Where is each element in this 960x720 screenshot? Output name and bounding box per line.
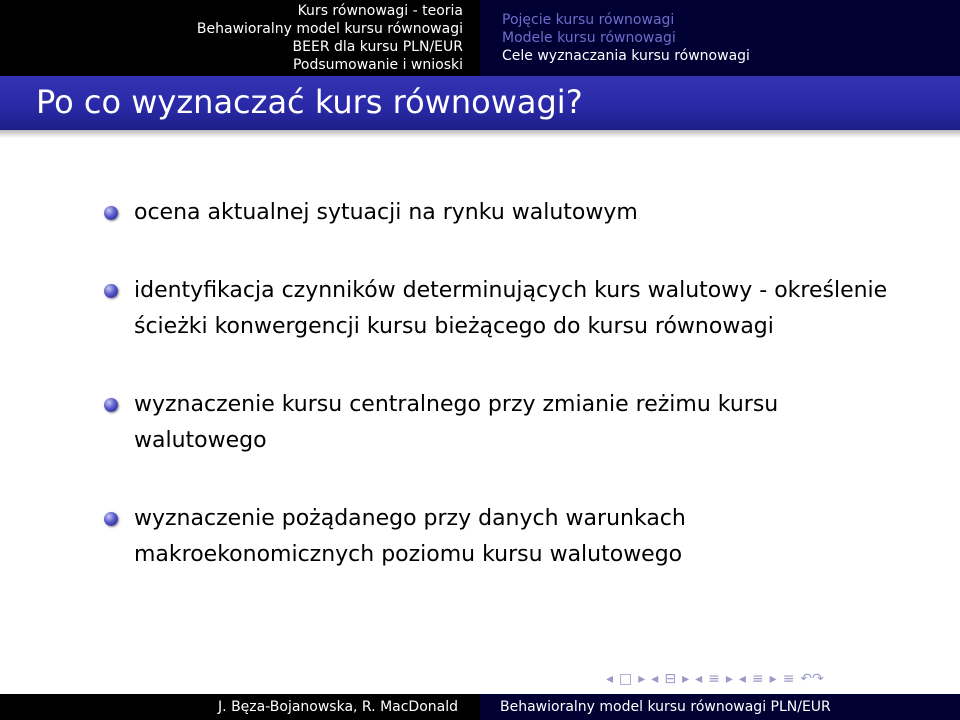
list-item-text: ocena aktualnej sytuacji na rynku walutowym	[134, 200, 638, 225]
next-frame-icon[interactable]: ▸	[638, 671, 646, 687]
list-item	[104, 273, 894, 345]
bullet-icon	[104, 206, 118, 220]
header-navigation	[0, 0, 960, 76]
prev-document-icon[interactable]: ◂	[738, 671, 746, 687]
navigation-symbols	[606, 668, 824, 690]
list-item-text: wyznaczenie kursu centralnego przy zmianie reżimu kursu walutowego	[134, 392, 779, 453]
section-navigation	[0, 0, 480, 76]
bullet-icon	[104, 284, 118, 298]
list-item	[104, 195, 894, 231]
nav-section-summary[interactable]: Podsumowanie i wnioski	[292, 57, 463, 73]
section-icon[interactable]: ≡	[708, 671, 720, 687]
bullet-icon	[104, 398, 118, 412]
footer-title: Behawioralny model kursu równowagi PLN/EUR	[480, 694, 960, 720]
bullet-icon	[104, 512, 118, 526]
frame-icon[interactable]: □	[619, 671, 633, 687]
next-document-icon[interactable]: ▸	[769, 671, 777, 687]
frame-title: Po co wyznaczać kurs równowagi?	[36, 83, 583, 121]
next-section-icon[interactable]: ▸	[725, 671, 733, 687]
nav-section-behavioral-model[interactable]: Behawioralny model kursu równowagi	[196, 21, 463, 37]
subsection-navigation	[480, 0, 960, 76]
list-item-text: identyfikacja czynników determinujących kurs walutowy - określenie ścieżki konwergencji kursu bieżącego do kursu równowagi	[134, 278, 888, 339]
nav-section-theory[interactable]: Kurs równowagi - teoria	[297, 3, 463, 19]
footer	[0, 694, 960, 720]
list-item	[104, 501, 894, 573]
bullet-list	[104, 195, 894, 573]
nav-subsection-concept[interactable]: Pojęcie kursu równowagi	[502, 12, 675, 28]
prev-section-icon[interactable]: ◂	[695, 671, 703, 687]
next-subsection-icon[interactable]: ▸	[682, 671, 690, 687]
prev-frame-icon[interactable]: ◂	[606, 671, 614, 687]
document-icon[interactable]: ≡	[751, 671, 764, 687]
subsection-icon[interactable]: ⊟	[664, 671, 677, 687]
prev-subsection-icon[interactable]: ◂	[651, 671, 659, 687]
nav-section-beer[interactable]: BEER dla kursu PLN/EUR	[292, 39, 463, 55]
appendix-icon[interactable]: ≡	[782, 671, 795, 687]
title-shadow	[0, 130, 960, 138]
list-item	[104, 387, 894, 459]
footer-authors: J. Bęza-Bojanowska, R. MacDonald	[0, 694, 480, 720]
nav-subsection-models[interactable]: Modele kursu równowagi	[502, 30, 676, 46]
nav-subsection-goals[interactable]: Cele wyznaczania kursu równowagi	[502, 48, 750, 64]
search-back-icon[interactable]: ↶↷	[800, 671, 824, 687]
list-item-text: wyznaczenie pożądanego przy danych warunkach makroekonomicznych poziomu kursu walutowego	[134, 506, 686, 567]
frame-title-bar	[0, 76, 960, 130]
